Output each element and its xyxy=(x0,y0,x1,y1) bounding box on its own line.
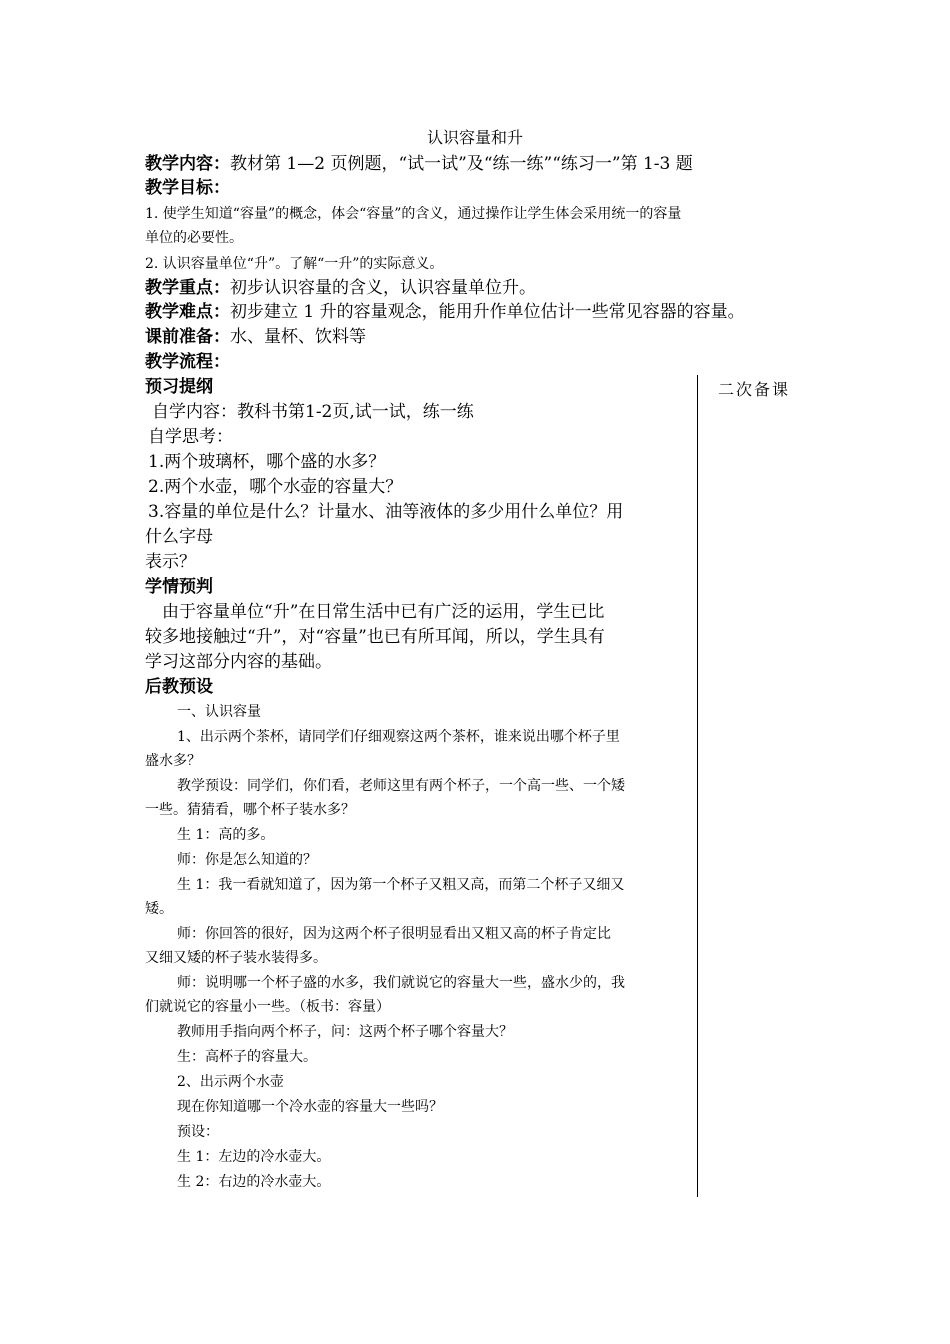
plan-line: 矮。 xyxy=(145,901,173,917)
plan-line: 盛水多？ xyxy=(145,753,201,769)
document-title: 认识容量和升 xyxy=(426,128,523,147)
preview-line: 1.两个玻璃杯，哪个盛的水多？ xyxy=(148,452,386,472)
plan-line: 生：高杯子的容量大。 xyxy=(177,1049,317,1065)
goal-1-line-1: 1. 使学生知道“容量”的概念，体会“容量”的含义，通过操作让学生体会采用统一的容量 xyxy=(145,206,682,222)
analysis-line: 较多地接触过“升”，对“容量”也已有所耳闻，所以，学生具有 xyxy=(145,627,605,647)
column-divider xyxy=(697,375,698,1197)
plan-line: 现在你知道哪一个冷水壶的容量大一些吗？ xyxy=(177,1099,443,1115)
preview-line: 2.两个水壶，哪个水壶的容量大？ xyxy=(148,477,403,497)
plan-line: 生 2：右边的冷水壶大。 xyxy=(177,1174,331,1190)
analysis-line: 学习这部分内容的基础。 xyxy=(145,652,332,672)
plan-line: 师：说明哪一个杯子盛的水多，我们就说它的容量大一些，盛水少的，我 xyxy=(177,975,625,991)
teaching-goals-label: 教学目标： xyxy=(145,178,230,198)
preview-line: 自学思考： xyxy=(148,427,233,447)
plan-line: 生 1：高的多。 xyxy=(177,827,275,843)
difficulty-label: 教学难点： xyxy=(145,302,230,322)
plan-line: 教师用手指向两个杯子，问：这两个杯子哪个容量大？ xyxy=(177,1024,513,1040)
key-point-row xyxy=(145,276,536,300)
preparation-label: 课前准备： xyxy=(145,327,230,347)
plan-line: 生 1：左边的冷水壶大。 xyxy=(177,1149,331,1165)
plan-heading: 后教预设 xyxy=(145,677,213,697)
key-point-label: 教学重点： xyxy=(145,278,230,298)
goal-2: 2. 认识容量单位“升”。了解“一升”的实际意义。 xyxy=(145,256,444,272)
analysis-line: 由于容量单位“升”在日常生活中已有广泛的运用，学生已比 xyxy=(162,602,605,622)
teaching-content-text: 教材第 1—2 页例题，“试一试”及“练一练”“练习一”第 1-3 题 xyxy=(230,154,693,174)
plan-line: 2、出示两个水壶 xyxy=(177,1074,284,1090)
teaching-flow-label: 教学流程： xyxy=(145,352,230,372)
goal-1-line-2: 单位的必要性。 xyxy=(145,230,243,246)
analysis-heading: 学情预判 xyxy=(145,577,213,597)
key-point-text: 初步认识容量的含义，认识容量单位升。 xyxy=(230,278,536,298)
preview-line: 3.容量的单位是什么？计量水、油等液体的多少用什么单位？用 xyxy=(148,502,624,522)
plan-line: 1、出示两个茶杯，请同学们仔细观察这两个茶杯，谁来说出哪个杯子里 xyxy=(177,729,620,745)
plan-line: 们就说它的容量小一些。（板书：容量） xyxy=(145,999,390,1015)
plan-line: 师：你是怎么知道的？ xyxy=(177,852,317,868)
plan-line: 教学预设：同学们，你们看，老师这里有两个杯子，一个高一些、一个矮 xyxy=(177,778,625,794)
preview-line: 表示？ xyxy=(145,552,196,572)
plan-line: 一些。猜猜看，哪个杯子装水多？ xyxy=(145,802,355,818)
plan-line: 一、认识容量 xyxy=(177,704,261,720)
plan-line: 预设： xyxy=(177,1124,219,1140)
plan-line: 师：你回答的很好，因为这两个杯子很明显看出又粗又高的杯子肯定比 xyxy=(177,926,611,942)
difficulty-row xyxy=(145,300,745,324)
teaching-content-label: 教学内容： xyxy=(145,154,230,174)
preview-heading: 预习提纲 xyxy=(145,377,213,397)
preparation-row xyxy=(145,325,366,349)
preparation-text: 水、量杯、饮料等 xyxy=(230,327,366,347)
teaching-content-row xyxy=(145,152,693,176)
preview-line: 自学内容：教科书第1-2页,试一试，练一练 xyxy=(152,402,474,422)
plan-line: 生 1：我一看就知道了，因为第一个杯子又粗又高，而第二个杯子又细又 xyxy=(177,877,625,893)
secondary-prep-label: 二次备课 xyxy=(718,380,791,399)
preview-line: 什么字母 xyxy=(145,527,213,547)
difficulty-text: 初步建立 1 升的容量观念，能用升作单位估计一些常见容器的容量。 xyxy=(230,302,745,322)
plan-line: 又细又矮的杯子装水装得多。 xyxy=(145,950,327,966)
